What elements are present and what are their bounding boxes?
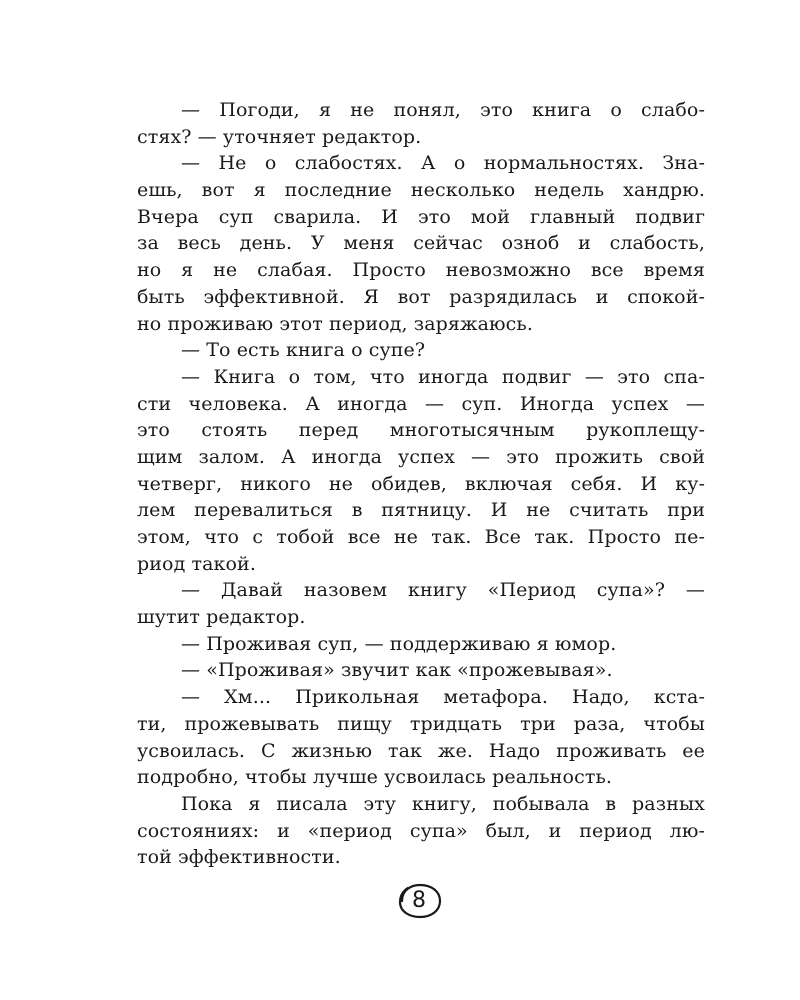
page-body-text: [137, 97, 705, 871]
text-line: лем перевалиться в пятницу. И не считать при: [137, 499, 705, 522]
text-line: ешь, вот я последние несколько недель хандрю.: [137, 179, 705, 202]
text-line: — Проживая суп, — поддерживаю я юмор.: [181, 632, 617, 655]
text-line: шутит редактор.: [137, 606, 306, 629]
text-line: — «Проживая» звучит как «прожевывая».: [181, 659, 613, 682]
text-line: риод такой.: [137, 552, 256, 575]
text-line: — Погоди, я не понял, это книга о слабо-: [181, 99, 705, 121]
text-line: но я не слабая. Просто невозможно все время: [137, 259, 705, 282]
page-number: 8: [412, 888, 426, 913]
text-line: Пока я писала эту книгу, побывала в разных: [181, 792, 705, 815]
text-line: подробно, чтобы лучше усвоилась реальность.: [137, 766, 613, 789]
text-line: это стоять перед многотысячным рукоплещу-: [137, 419, 705, 442]
page-number-badge: [394, 881, 444, 921]
text-line: четверг, никого не обидев, включая себя. И ку-: [137, 472, 705, 495]
text-line: состояниях: и «период супа» был, и период лю-: [137, 819, 705, 842]
text-line: — То есть книга о супе?: [181, 339, 426, 362]
text-line: ти, прожевывать пищу тридцать три раза, чтобы: [137, 712, 705, 735]
text-line: сти человека. А иногда — суп. Иногда успех —: [137, 392, 705, 415]
text-line: Вчера суп сварила. И это мой главный подвиг: [137, 205, 705, 228]
text-line: быть эффективной. Я вот разрядилась и спокой-: [137, 285, 705, 308]
text-line: но проживаю этот период, заряжаюсь.: [137, 312, 533, 335]
text-line: — Книга о том, что иногда подвиг — это спа-: [181, 365, 705, 388]
text-line: той эффективности.: [137, 846, 341, 869]
text-line: стях? — уточняет редактор.: [137, 125, 422, 148]
text-line: за весь день. У меня сейчас озноб и слабость,: [137, 232, 705, 255]
text-line: этом, что с тобой все не так. Все так. Просто пе-: [137, 526, 705, 548]
text-line: — Хм... Прикольная метафора. Надо, кста-: [181, 686, 705, 709]
text-line: усвоилась. С жизнью так же. Надо проживать ее: [137, 739, 705, 762]
text-line: щим залом. А иногда успех — это прожить свой: [137, 445, 705, 468]
text-line: — Давай назовем книгу «Период супа»? —: [181, 579, 705, 602]
text-line: — Не о слабостях. А о нормальностях. Зна-: [181, 152, 705, 175]
